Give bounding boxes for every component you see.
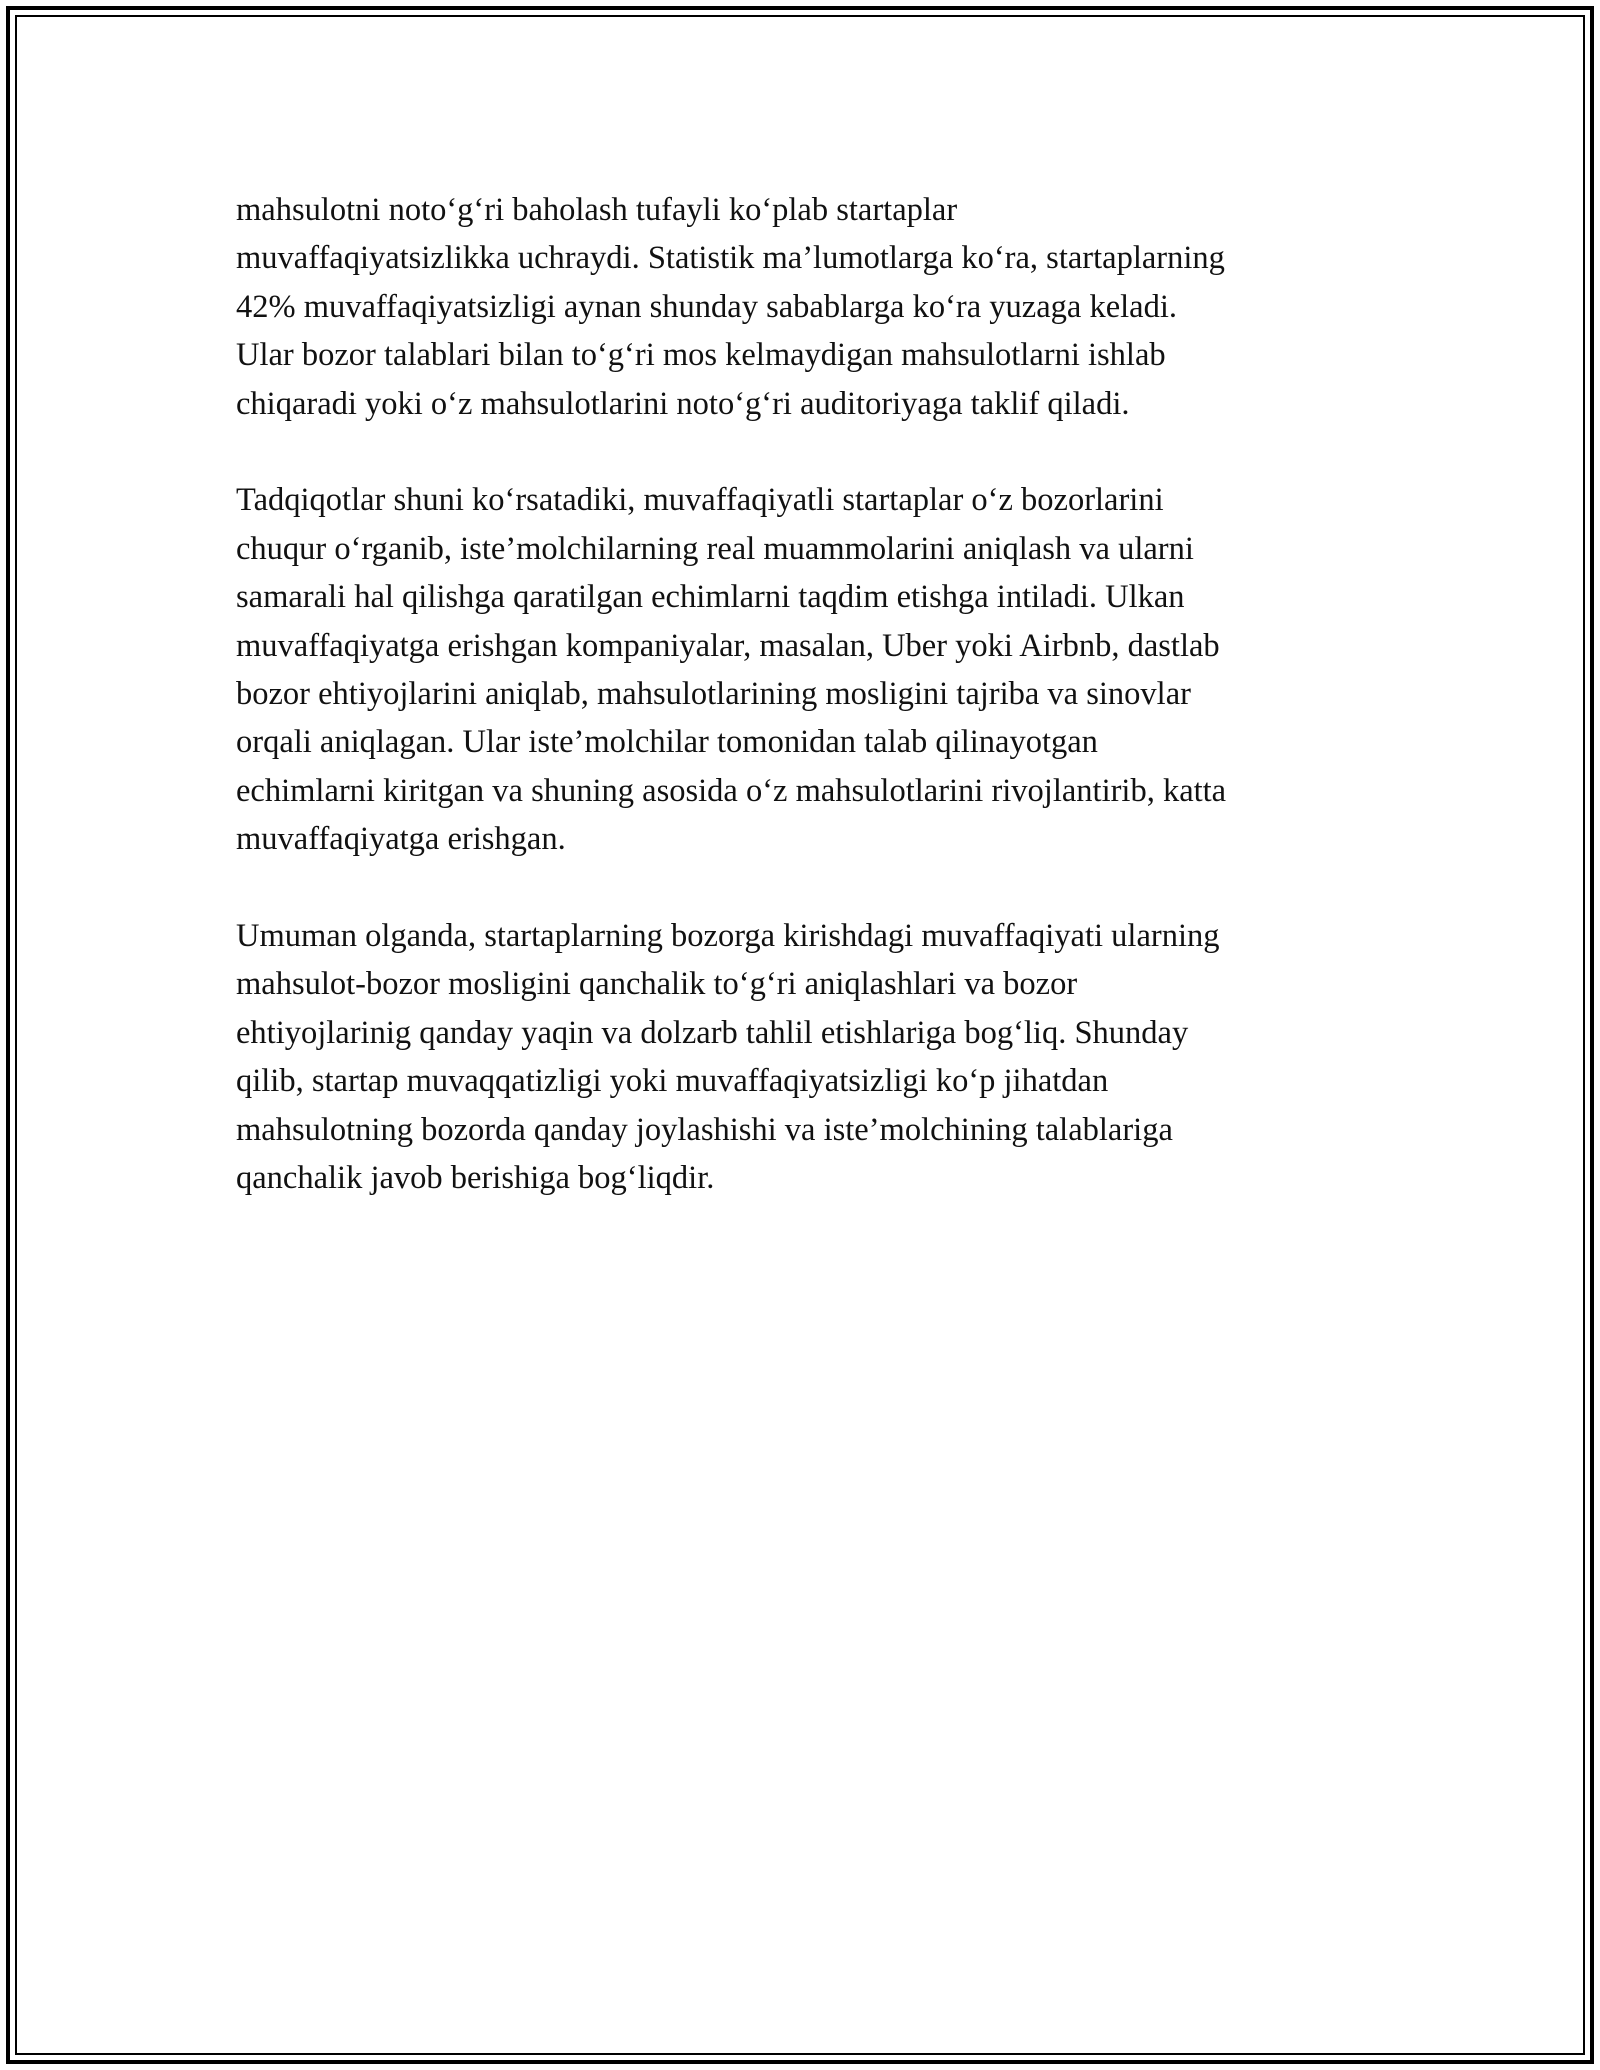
text-line: Ular bozor talablari bilan to‘g‘ri mos kelmaydigan mahsulotlarni ishlab bbox=[236, 337, 1166, 374]
paragraph-1 bbox=[236, 186, 1366, 428]
text-line: mahsulotni noto‘g‘ri baholash tufayli ko‘plab startaplar bbox=[236, 192, 958, 228]
text-line: orqali aniqlagan. Ular iste’molchilar tomonidan talab qilinayotgan bbox=[236, 724, 1098, 761]
text-line: mahsulot-bozor mosligini qanchalik to‘g‘ri aniqlashlari va bozor bbox=[236, 966, 1078, 1003]
text-line: ehtiyojlarinig qanday yaqin va dolzarb tahlil etishlariga bog‘liq. Shunday bbox=[236, 1014, 1189, 1051]
text-line: echimlarni kiritgan va shuning asosida o‘z mahsulotlarini rivojlantirib, katta bbox=[236, 772, 1227, 809]
text-line: Umuman olganda, startaplarning bozorga kirishdagi muvaffaqiyati ularning bbox=[236, 918, 1220, 955]
text-line: muvaffaqiyatsizlikka uchraydi. Statistik ma’lumotlarga ko‘ra, startaplarning bbox=[236, 240, 1225, 277]
document-body bbox=[236, 186, 1366, 1251]
text-line: mahsulotning bozorda qanday joylashishi va iste’molchining talablariga bbox=[236, 1111, 1173, 1148]
text-line: muvaffaqiyatga erishgan kompaniyalar, masalan, Uber yoki Airbnb, dastlab bbox=[236, 627, 1220, 664]
text-line: chuqur o‘rganib, iste’molchilarning real muammolarini aniqlash va ularni bbox=[236, 530, 1194, 567]
text-line: qilib, startap muvaqqatizligi yoki muvaffaqiyatsizligi ko‘p jihatdan bbox=[236, 1063, 1109, 1100]
text-line: 42% muvaffaqiyatsizligi aynan shunday sabablarga ko‘ra yuzaga keladi. bbox=[236, 288, 1177, 325]
text-line: muvaffaqiyatga erishgan. bbox=[236, 821, 566, 858]
text-line: chiqaradi yoki o‘z mahsulotlarini noto‘g‘ri auditoriyaga taklif qiladi. bbox=[236, 385, 1130, 422]
paragraph-2 bbox=[236, 476, 1366, 863]
text-line: bozor ehtiyojlarini aniqlab, mahsulotlarining mosligini tajriba va sinovlar bbox=[236, 676, 1191, 713]
text-line: qanchalik javob berishiga bog‘liqdir. bbox=[236, 1160, 715, 1197]
text-line: Tadqiqotlar shuni ko‘rsatadiki, muvaffaqiyatli startaplar o‘z bozorlarini bbox=[236, 482, 1164, 519]
text-line: samarali hal qilishga qaratilgan echimlarni taqdim etishga intiladi. Ulkan bbox=[236, 579, 1185, 616]
paragraph-3 bbox=[236, 912, 1366, 1202]
